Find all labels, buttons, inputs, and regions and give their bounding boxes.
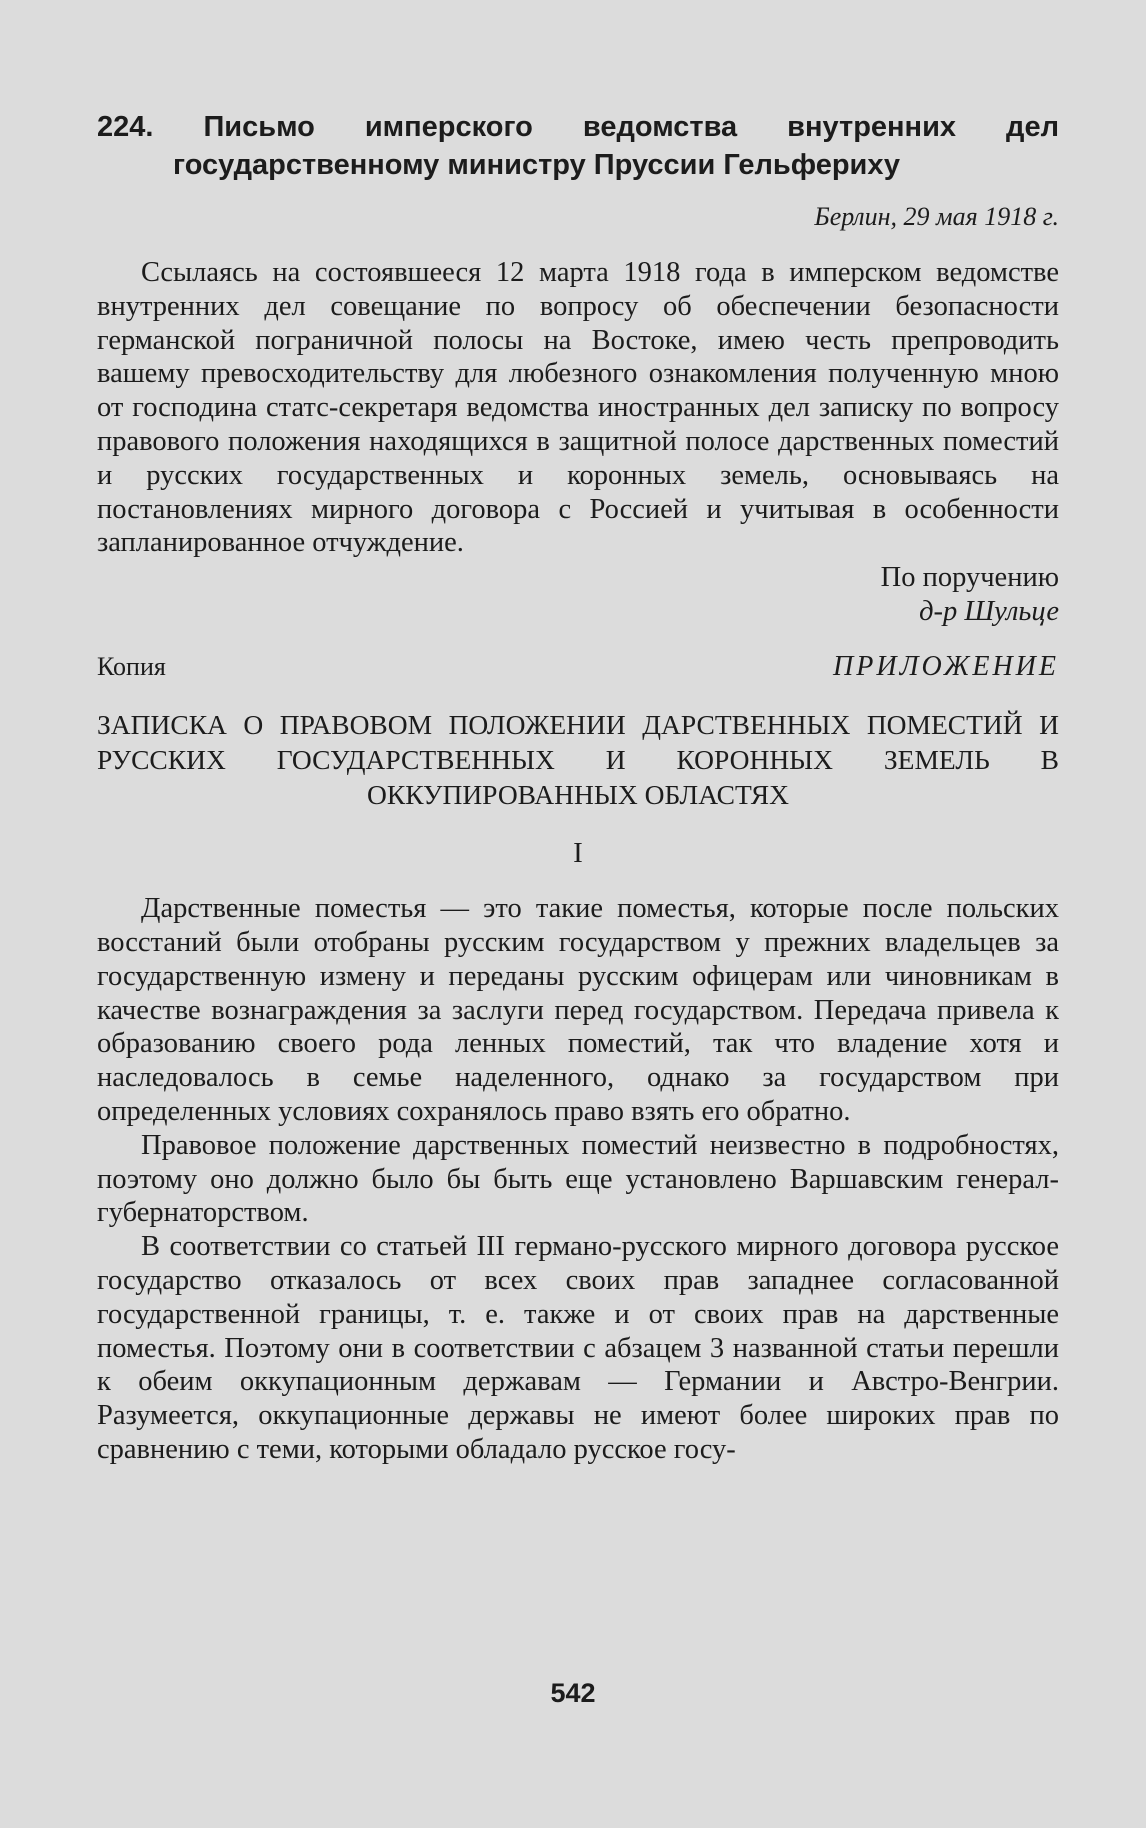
signature-line: По поручению <box>880 562 1059 594</box>
appendix-title: ЗАПИСКА О ПРАВОВОМ ПОЛОЖЕНИИ ДАРСТВЕННЫХ ПОМЕСТИЙ И РУССКИХ ГОСУДАРСТВЕННЫХ И КОРОННЫХ ЗЕМЕЛЬ В ОККУПИРОВАННЫХ ОБЛАСТЯХ <box>97 709 1059 811</box>
appendix-paragraph: В соответствии со статьей III германо-русского мирного договора русское государство отказалось от всех своих прав западнее согласованной государственной границы, т. е. также и от своих прав на дарственные поместья. Поэтому они в соответствии с абзацем 3 названной статьи перешли к обеим оккупационным державам — Германии и Австро-Венгрии. Разумеется, оккупационные державы не имеют более широких прав по сравнению с теми, которыми обладало русское госу- <box>97 1231 1059 1465</box>
appendix-paragraph: Дарственные поместья — это такие поместья, которые после польских восстаний были отобраны русским государством у прежних владельцев за государственную измену и переданы русским офицерам или чиновникам в качестве вознаграждения за заслуги перед государством. Передача привела к образованию своего рода ленных поместий, так что владение хотя и наследовалось в семье наделенного, однако за государством при определенных условиях сохранялось право взять его обратно. <box>97 893 1059 1127</box>
signature-name: д-р Шульце <box>919 596 1059 628</box>
appendix-paragraph: Правовое положение дарственных поместий неизвестно в подробностях, поэтому оно должно было бы быть еще установлено Варшавским генерал-губернаторством. <box>97 1129 1059 1229</box>
section-number: I <box>573 837 583 870</box>
page-content <box>97 108 1059 1467</box>
document-title: 224. Письмо имперского ведомства внутренних дел государственному министру Пруссии Гельфериху <box>97 111 1059 181</box>
appendix-label: ПРИЛОЖЕНИЕ <box>833 651 1059 683</box>
dateline: Берлин, 29 мая 1918 г. <box>814 202 1059 231</box>
appendix-header <box>97 651 1059 683</box>
letter-paragraph: Ссылаясь на состоявшееся 12 марта 1918 года в имперском ведомстве внутренних дел совещание по вопросу об обеспечении безопасности германской пограничной полосы на Востоке, имею честь препроводить вашему превосходительству для любезного ознакомления полученную мною от господина статс-секретаря ведомства иностранных дел записку по вопросу правового положения находящихся в защитной полосе дарственных поместий и русских государственных и коронных земель, основываясь на постановлениях мирного договора с Россией и учитывая в особенности запланированное отчуждение. <box>97 257 1059 559</box>
page-number: 542 <box>550 1678 596 1708</box>
copy-label: Копия <box>97 652 166 682</box>
